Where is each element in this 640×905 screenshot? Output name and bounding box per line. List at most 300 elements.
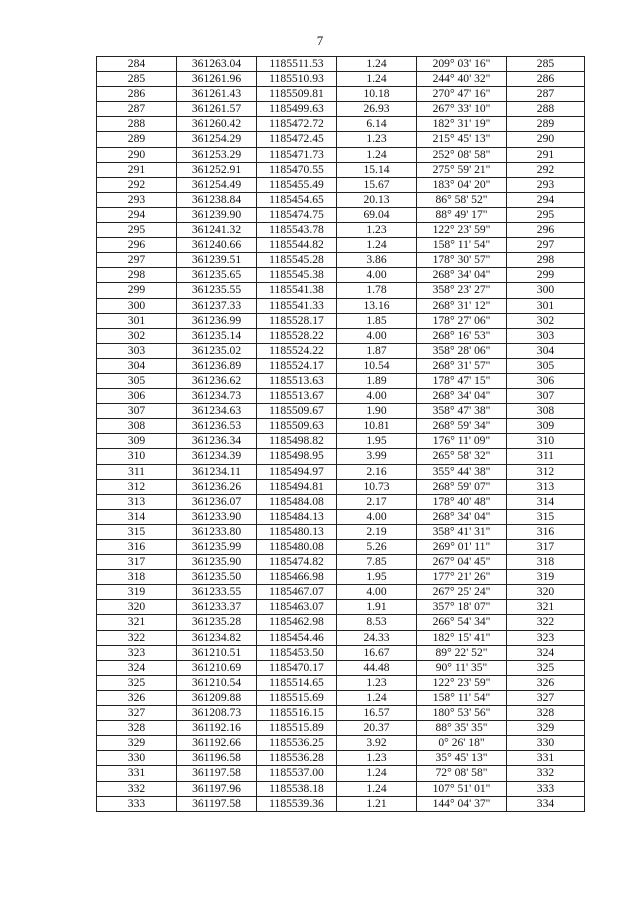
- x-coordinate-cell: 361260.42: [177, 117, 257, 132]
- y-coordinate-cell: 1185545.28: [257, 253, 337, 268]
- bearing-cell: 178° 30' 57": [417, 253, 507, 268]
- distance-cell: 24.33: [337, 630, 417, 645]
- table-row: [97, 600, 585, 615]
- distance-cell: 1.91: [337, 600, 417, 615]
- next-point-cell: 313: [507, 479, 585, 494]
- table-row: [97, 615, 585, 630]
- x-coordinate-cell: 361236.34: [177, 434, 257, 449]
- distance-cell: 1.23: [337, 223, 417, 238]
- bearing-cell: 0° 26' 18": [417, 736, 507, 751]
- table-row: [97, 147, 585, 162]
- y-coordinate-cell: 1185537.00: [257, 766, 337, 781]
- next-point-cell: 319: [507, 570, 585, 585]
- y-coordinate-cell: 1185539.36: [257, 796, 337, 811]
- table-row: [97, 721, 585, 736]
- table-row: [97, 328, 585, 343]
- point-number-cell: 286: [97, 87, 177, 102]
- y-coordinate-cell: 1185474.82: [257, 555, 337, 570]
- distance-cell: 15.67: [337, 177, 417, 192]
- next-point-cell: 301: [507, 298, 585, 313]
- bearing-cell: 86° 58' 52": [417, 192, 507, 207]
- next-point-cell: 326: [507, 675, 585, 690]
- point-number-cell: 327: [97, 706, 177, 721]
- next-point-cell: 310: [507, 434, 585, 449]
- x-coordinate-cell: 361197.58: [177, 766, 257, 781]
- next-point-cell: 293: [507, 177, 585, 192]
- x-coordinate-cell: 361208.73: [177, 706, 257, 721]
- point-number-cell: 325: [97, 675, 177, 690]
- next-point-cell: 318: [507, 555, 585, 570]
- point-number-cell: 332: [97, 781, 177, 796]
- table-row: [97, 494, 585, 509]
- point-number-cell: 300: [97, 298, 177, 313]
- distance-cell: 1.90: [337, 404, 417, 419]
- next-point-cell: 286: [507, 72, 585, 87]
- table-row: [97, 72, 585, 87]
- bearing-cell: 358° 23' 27": [417, 283, 507, 298]
- bearing-cell: 358° 41' 31": [417, 524, 507, 539]
- y-coordinate-cell: 1185470.55: [257, 162, 337, 177]
- x-coordinate-cell: 361235.55: [177, 283, 257, 298]
- table-row: [97, 404, 585, 419]
- y-coordinate-cell: 1185466.98: [257, 570, 337, 585]
- y-coordinate-cell: 1185509.63: [257, 419, 337, 434]
- point-number-cell: 303: [97, 343, 177, 358]
- table-row: [97, 298, 585, 313]
- x-coordinate-cell: 361261.96: [177, 72, 257, 87]
- x-coordinate-cell: 361233.55: [177, 585, 257, 600]
- bearing-cell: 158° 11' 54": [417, 690, 507, 705]
- bearing-cell: 35° 45' 13": [417, 751, 507, 766]
- y-coordinate-cell: 1185453.50: [257, 645, 337, 660]
- point-number-cell: 290: [97, 147, 177, 162]
- table-row: [97, 434, 585, 449]
- bearing-cell: 180° 53' 56": [417, 706, 507, 721]
- y-coordinate-cell: 1185471.73: [257, 147, 337, 162]
- table-row: [97, 706, 585, 721]
- table-row: [97, 87, 585, 102]
- y-coordinate-cell: 1185484.08: [257, 494, 337, 509]
- x-coordinate-cell: 361234.82: [177, 630, 257, 645]
- point-number-cell: 288: [97, 117, 177, 132]
- bearing-cell: 107° 51' 01": [417, 781, 507, 796]
- x-coordinate-cell: 361263.04: [177, 57, 257, 72]
- point-number-cell: 285: [97, 72, 177, 87]
- table-row: [97, 630, 585, 645]
- x-coordinate-cell: 361235.14: [177, 328, 257, 343]
- table-row: [97, 117, 585, 132]
- distance-cell: 6.14: [337, 117, 417, 132]
- next-point-cell: 297: [507, 238, 585, 253]
- x-coordinate-cell: 361210.51: [177, 645, 257, 660]
- table-row: [97, 238, 585, 253]
- y-coordinate-cell: 1185484.13: [257, 509, 337, 524]
- x-coordinate-cell: 361234.73: [177, 389, 257, 404]
- x-coordinate-cell: 361192.66: [177, 736, 257, 751]
- next-point-cell: 285: [507, 57, 585, 72]
- table-row: [97, 690, 585, 705]
- table-row: [97, 102, 585, 117]
- bearing-cell: 268° 31' 57": [417, 358, 507, 373]
- x-coordinate-cell: 361235.99: [177, 540, 257, 555]
- table-row: [97, 223, 585, 238]
- bearing-cell: 178° 27' 06": [417, 313, 507, 328]
- table-row: [97, 162, 585, 177]
- point-number-cell: 306: [97, 389, 177, 404]
- next-point-cell: 329: [507, 721, 585, 736]
- bearing-cell: 176° 11' 09": [417, 434, 507, 449]
- point-number-cell: 326: [97, 690, 177, 705]
- x-coordinate-cell: 361237.33: [177, 298, 257, 313]
- next-point-cell: 305: [507, 358, 585, 373]
- x-coordinate-cell: 361236.89: [177, 358, 257, 373]
- y-coordinate-cell: 1185524.22: [257, 343, 337, 358]
- bearing-cell: 90° 11' 35": [417, 660, 507, 675]
- x-coordinate-cell: 361197.96: [177, 781, 257, 796]
- point-number-cell: 305: [97, 373, 177, 388]
- bearing-cell: 215° 45' 13": [417, 132, 507, 147]
- point-number-cell: 291: [97, 162, 177, 177]
- distance-cell: 8.53: [337, 615, 417, 630]
- y-coordinate-cell: 1185514.65: [257, 675, 337, 690]
- distance-cell: 10.81: [337, 419, 417, 434]
- table-row: [97, 57, 585, 72]
- distance-cell: 20.37: [337, 721, 417, 736]
- y-coordinate-cell: 1185515.69: [257, 690, 337, 705]
- x-coordinate-cell: 361210.69: [177, 660, 257, 675]
- y-coordinate-cell: 1185543.78: [257, 223, 337, 238]
- distance-cell: 2.19: [337, 524, 417, 539]
- table-row: [97, 540, 585, 555]
- next-point-cell: 314: [507, 494, 585, 509]
- x-coordinate-cell: 361261.43: [177, 87, 257, 102]
- next-point-cell: 330: [507, 736, 585, 751]
- x-coordinate-cell: 361236.07: [177, 494, 257, 509]
- y-coordinate-cell: 1185480.08: [257, 540, 337, 555]
- point-number-cell: 307: [97, 404, 177, 419]
- y-coordinate-cell: 1185509.81: [257, 87, 337, 102]
- bearing-cell: 269° 01' 11": [417, 540, 507, 555]
- point-number-cell: 318: [97, 570, 177, 585]
- y-coordinate-cell: 1185454.46: [257, 630, 337, 645]
- page-number: 7: [316, 33, 324, 48]
- y-coordinate-cell: 1185474.75: [257, 207, 337, 222]
- bearing-cell: 182° 31' 19": [417, 117, 507, 132]
- y-coordinate-cell: 1185515.89: [257, 721, 337, 736]
- next-point-cell: 295: [507, 207, 585, 222]
- distance-cell: 20.13: [337, 192, 417, 207]
- distance-cell: 1.95: [337, 570, 417, 585]
- next-point-cell: 327: [507, 690, 585, 705]
- bearing-cell: 252° 08' 58": [417, 147, 507, 162]
- bearing-cell: 268° 31' 12": [417, 298, 507, 313]
- next-point-cell: 298: [507, 253, 585, 268]
- x-coordinate-cell: 361196.58: [177, 751, 257, 766]
- bearing-cell: 268° 34' 04": [417, 268, 507, 283]
- bearing-cell: 88° 49' 17": [417, 207, 507, 222]
- table-row: [97, 253, 585, 268]
- point-number-cell: 324: [97, 660, 177, 675]
- next-point-cell: 328: [507, 706, 585, 721]
- distance-cell: 3.99: [337, 449, 417, 464]
- point-number-cell: 315: [97, 524, 177, 539]
- y-coordinate-cell: 1185513.63: [257, 373, 337, 388]
- next-point-cell: 324: [507, 645, 585, 660]
- distance-cell: 69.04: [337, 207, 417, 222]
- table-row: [97, 524, 585, 539]
- table-row: [97, 389, 585, 404]
- next-point-cell: 321: [507, 600, 585, 615]
- table-row: [97, 509, 585, 524]
- y-coordinate-cell: 1185463.07: [257, 600, 337, 615]
- next-point-cell: 309: [507, 419, 585, 434]
- x-coordinate-cell: 361235.50: [177, 570, 257, 585]
- next-point-cell: 288: [507, 102, 585, 117]
- distance-cell: 1.24: [337, 147, 417, 162]
- table-row: [97, 373, 585, 388]
- table-row: [97, 479, 585, 494]
- table-row: [97, 268, 585, 283]
- distance-cell: 1.23: [337, 751, 417, 766]
- y-coordinate-cell: 1185536.25: [257, 736, 337, 751]
- y-coordinate-cell: 1185470.17: [257, 660, 337, 675]
- distance-cell: 1.24: [337, 766, 417, 781]
- distance-cell: 3.92: [337, 736, 417, 751]
- next-point-cell: 308: [507, 404, 585, 419]
- point-number-cell: 311: [97, 464, 177, 479]
- x-coordinate-cell: 361209.88: [177, 690, 257, 705]
- distance-cell: 1.24: [337, 781, 417, 796]
- bearing-cell: 89° 22' 52": [417, 645, 507, 660]
- bearing-cell: 358° 47' 38": [417, 404, 507, 419]
- distance-cell: 1.24: [337, 238, 417, 253]
- next-point-cell: 299: [507, 268, 585, 283]
- point-number-cell: 297: [97, 253, 177, 268]
- x-coordinate-cell: 361233.90: [177, 509, 257, 524]
- bearing-cell: 178° 40' 48": [417, 494, 507, 509]
- x-coordinate-cell: 361253.29: [177, 147, 257, 162]
- bearing-cell: 268° 34' 04": [417, 509, 507, 524]
- distance-cell: 10.18: [337, 87, 417, 102]
- next-point-cell: 312: [507, 464, 585, 479]
- bearing-cell: 267° 25' 24": [417, 585, 507, 600]
- distance-cell: 1.78: [337, 283, 417, 298]
- next-point-cell: 316: [507, 524, 585, 539]
- y-coordinate-cell: 1185498.95: [257, 449, 337, 464]
- point-number-cell: 313: [97, 494, 177, 509]
- x-coordinate-cell: 361192.16: [177, 721, 257, 736]
- next-point-cell: 300: [507, 283, 585, 298]
- table-row: [97, 132, 585, 147]
- x-coordinate-cell: 361254.49: [177, 177, 257, 192]
- bearing-cell: 244° 40' 32": [417, 72, 507, 87]
- table-row: [97, 736, 585, 751]
- y-coordinate-cell: 1185498.82: [257, 434, 337, 449]
- x-coordinate-cell: 361261.57: [177, 102, 257, 117]
- y-coordinate-cell: 1185509.67: [257, 404, 337, 419]
- x-coordinate-cell: 361235.02: [177, 343, 257, 358]
- next-point-cell: 307: [507, 389, 585, 404]
- table-row: [97, 796, 585, 811]
- point-number-cell: 322: [97, 630, 177, 645]
- bearing-cell: 267° 04' 45": [417, 555, 507, 570]
- bearing-cell: 268° 59' 07": [417, 479, 507, 494]
- distance-cell: 5.26: [337, 540, 417, 555]
- x-coordinate-cell: 361235.28: [177, 615, 257, 630]
- table-row: [97, 177, 585, 192]
- point-number-cell: 310: [97, 449, 177, 464]
- next-point-cell: 292: [507, 162, 585, 177]
- next-point-cell: 304: [507, 343, 585, 358]
- x-coordinate-cell: 361241.32: [177, 223, 257, 238]
- point-number-cell: 320: [97, 600, 177, 615]
- distance-cell: 7.85: [337, 555, 417, 570]
- next-point-cell: 334: [507, 796, 585, 811]
- y-coordinate-cell: 1185545.38: [257, 268, 337, 283]
- next-point-cell: 317: [507, 540, 585, 555]
- next-point-cell: 311: [507, 449, 585, 464]
- next-point-cell: 323: [507, 630, 585, 645]
- y-coordinate-cell: 1185510.93: [257, 72, 337, 87]
- y-coordinate-cell: 1185462.98: [257, 615, 337, 630]
- distance-cell: 1.21: [337, 796, 417, 811]
- next-point-cell: 296: [507, 223, 585, 238]
- next-point-cell: 290: [507, 132, 585, 147]
- point-number-cell: 321: [97, 615, 177, 630]
- point-number-cell: 294: [97, 207, 177, 222]
- distance-cell: 1.24: [337, 690, 417, 705]
- x-coordinate-cell: 361236.26: [177, 479, 257, 494]
- bearing-cell: 268° 16' 53": [417, 328, 507, 343]
- distance-cell: 15.14: [337, 162, 417, 177]
- bearing-cell: 358° 28' 06": [417, 343, 507, 358]
- x-coordinate-cell: 361234.63: [177, 404, 257, 419]
- next-point-cell: 294: [507, 192, 585, 207]
- distance-cell: 1.23: [337, 132, 417, 147]
- distance-cell: 1.95: [337, 434, 417, 449]
- x-coordinate-cell: 361233.80: [177, 524, 257, 539]
- point-number-cell: 296: [97, 238, 177, 253]
- table-row: [97, 207, 585, 222]
- coordinates-table-body: [97, 57, 585, 812]
- distance-cell: 2.17: [337, 494, 417, 509]
- bearing-cell: 209° 03' 16": [417, 57, 507, 72]
- point-number-cell: 331: [97, 766, 177, 781]
- distance-cell: 16.57: [337, 706, 417, 721]
- next-point-cell: 287: [507, 87, 585, 102]
- next-point-cell: 332: [507, 766, 585, 781]
- y-coordinate-cell: 1185524.17: [257, 358, 337, 373]
- point-number-cell: 298: [97, 268, 177, 283]
- y-coordinate-cell: 1185480.13: [257, 524, 337, 539]
- bearing-cell: 122° 23' 59": [417, 675, 507, 690]
- y-coordinate-cell: 1185511.53: [257, 57, 337, 72]
- table-row: [97, 570, 585, 585]
- table-row: [97, 781, 585, 796]
- distance-cell: 1.24: [337, 72, 417, 87]
- table-row: [97, 751, 585, 766]
- distance-cell: 26.93: [337, 102, 417, 117]
- point-number-cell: 333: [97, 796, 177, 811]
- distance-cell: 4.00: [337, 585, 417, 600]
- next-point-cell: 331: [507, 751, 585, 766]
- distance-cell: 10.54: [337, 358, 417, 373]
- bearing-cell: 177° 21' 26": [417, 570, 507, 585]
- bearing-cell: 122° 23' 59": [417, 223, 507, 238]
- distance-cell: 10.73: [337, 479, 417, 494]
- point-number-cell: 304: [97, 358, 177, 373]
- bearing-cell: 275° 59' 21": [417, 162, 507, 177]
- bearing-cell: 268° 59' 34": [417, 419, 507, 434]
- table-row: [97, 358, 585, 373]
- point-number-cell: 314: [97, 509, 177, 524]
- distance-cell: 13.16: [337, 298, 417, 313]
- y-coordinate-cell: 1185513.67: [257, 389, 337, 404]
- table-row: [97, 660, 585, 675]
- table-row: [97, 192, 585, 207]
- point-number-cell: 295: [97, 223, 177, 238]
- y-coordinate-cell: 1185494.81: [257, 479, 337, 494]
- x-coordinate-cell: 361254.29: [177, 132, 257, 147]
- next-point-cell: 333: [507, 781, 585, 796]
- point-number-cell: 319: [97, 585, 177, 600]
- point-number-cell: 301: [97, 313, 177, 328]
- y-coordinate-cell: 1185541.33: [257, 298, 337, 313]
- point-number-cell: 309: [97, 434, 177, 449]
- point-number-cell: 284: [97, 57, 177, 72]
- bearing-cell: 182° 15' 41": [417, 630, 507, 645]
- x-coordinate-cell: 361235.90: [177, 555, 257, 570]
- x-coordinate-cell: 361210.54: [177, 675, 257, 690]
- x-coordinate-cell: 361236.53: [177, 419, 257, 434]
- table-row: [97, 555, 585, 570]
- next-point-cell: 320: [507, 585, 585, 600]
- distance-cell: 1.23: [337, 675, 417, 690]
- point-number-cell: 316: [97, 540, 177, 555]
- point-number-cell: 330: [97, 751, 177, 766]
- bearing-cell: 266° 54' 34": [417, 615, 507, 630]
- y-coordinate-cell: 1185538.18: [257, 781, 337, 796]
- distance-cell: 1.89: [337, 373, 417, 388]
- bearing-cell: 88° 35' 35": [417, 721, 507, 736]
- y-coordinate-cell: 1185516.15: [257, 706, 337, 721]
- point-number-cell: 287: [97, 102, 177, 117]
- bearing-cell: 270° 47' 16": [417, 87, 507, 102]
- next-point-cell: 289: [507, 117, 585, 132]
- bearing-cell: 355° 44' 38": [417, 464, 507, 479]
- point-number-cell: 289: [97, 132, 177, 147]
- table-row: [97, 419, 585, 434]
- distance-cell: 4.00: [337, 509, 417, 524]
- next-point-cell: 306: [507, 373, 585, 388]
- y-coordinate-cell: 1185541.38: [257, 283, 337, 298]
- y-coordinate-cell: 1185472.72: [257, 117, 337, 132]
- distance-cell: 4.00: [337, 268, 417, 283]
- next-point-cell: 325: [507, 660, 585, 675]
- table-row: [97, 449, 585, 464]
- bearing-cell: 178° 47' 15": [417, 373, 507, 388]
- coordinates-table: [96, 56, 585, 812]
- table-row: [97, 283, 585, 298]
- table-row: [97, 766, 585, 781]
- x-coordinate-cell: 361240.66: [177, 238, 257, 253]
- point-number-cell: 323: [97, 645, 177, 660]
- y-coordinate-cell: 1185494.97: [257, 464, 337, 479]
- point-number-cell: 328: [97, 721, 177, 736]
- x-coordinate-cell: 361235.65: [177, 268, 257, 283]
- x-coordinate-cell: 361239.90: [177, 207, 257, 222]
- x-coordinate-cell: 361234.11: [177, 464, 257, 479]
